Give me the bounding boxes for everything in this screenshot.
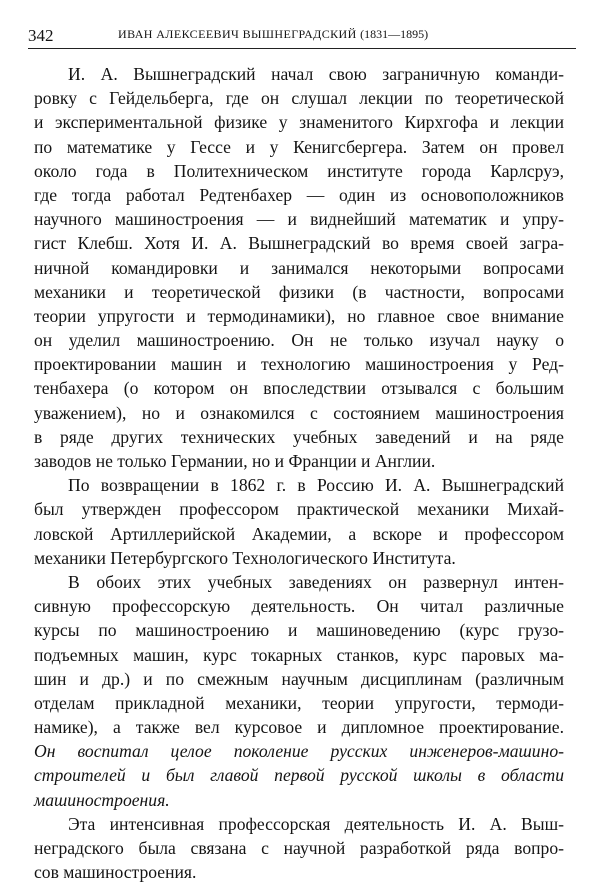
text-line: научного машиностроения — и виднейший математик и упру- [34,209,564,230]
text-line: ничной командировки и занимался некоторыми вопросами [34,257,564,278]
text-line: машиностроения. [34,789,170,810]
text-line: заводов не только Германии, но и Франции и Англии. [34,451,436,471]
text-line: теории упругости и термодинамики), но главное свое внимание [34,305,564,326]
text-line: был утвержден профессором практической механики Михай- [34,499,564,520]
text-line: В обоих этих учебных заведениях он развернул интен- [68,571,564,592]
text-line: где тогда работал Редтенбахер — один из основоположников [34,184,564,205]
text-line: сивную профессорскую деятельность. Он читал различные [34,596,564,617]
text-line: строителей и был главой первой русской школы в области [34,765,564,786]
text-line: он уделил машиностроению. Он не только изучал науку о [34,330,564,351]
text-line: отделам прикладной механики, теории упругости, термоди- [34,692,564,713]
running-head-title: ИВАН АЛЕКСЕЕВИЧ ВЫШНЕГРАДСКИЙ [118,27,357,41]
text-line: сов машиностроения. [34,862,197,883]
text-line: По возвращении в 1862 г. в Россию И. А. Вышнеградский [68,475,564,496]
running-head-years: (1831—1895) [360,27,429,41]
text-line: механики Петербургского Технологического Института. [34,547,456,568]
text-line: по математике у Гессе и у Кенигсбергера. Затем он провел [34,136,564,157]
text-line: ловской Артиллерийской Академии, а вскоре и профессором [34,523,564,544]
page-number: 342 [28,26,54,45]
text-line: шин и др.) и по смежным научным дисциплинам (различным [34,668,564,689]
text-line: механики и теоретической физики (в частности, вопросами [34,281,564,302]
text-line: около года в Политехническом институте города Карлсруэ, [34,160,564,181]
text-line: намике), а также вел курсовое и дипломное проектирование. [34,717,564,738]
text-line: проектировании машин и технологию машиностроения у Ред- [34,354,564,375]
text-line: И. А. Вышнеградский начал свою заграничную команди- [68,64,564,84]
text-line: Эта интенсивная профессорская деятельность И. А. Выш- [68,813,564,834]
text-line: ровку с Гейдельберга, где он слушал лекции по теоретической [34,88,564,109]
text-line: подъемных машин, курс токарных станков, курс паровых ма- [34,644,564,665]
text-line: Он воспитал целое поколение русских инженеров-машино- [34,741,564,762]
text-line: и экспериментальной физике у знаменитого Кирхгофа и лекции [34,112,564,133]
text-line: тенбахера (о котором он впоследствии отзывался с большим [34,378,564,399]
text-line: в ряде других технических учебных заведений и на ряде [34,426,564,447]
text-line: курсы по машиностроению и машиноведению (курс грузо- [34,620,564,641]
page-header [28,24,576,49]
text-line: уважением), но и ознакомился с состоянием машиностроения [34,402,564,423]
text-line: неградского была связана с научной разработкой ряда вопро- [34,838,564,858]
text-line: гист Клебш. Хотя И. А. Вышнеградский во время своей загра- [34,233,564,254]
running-head [118,27,428,42]
body-text [34,62,564,884]
